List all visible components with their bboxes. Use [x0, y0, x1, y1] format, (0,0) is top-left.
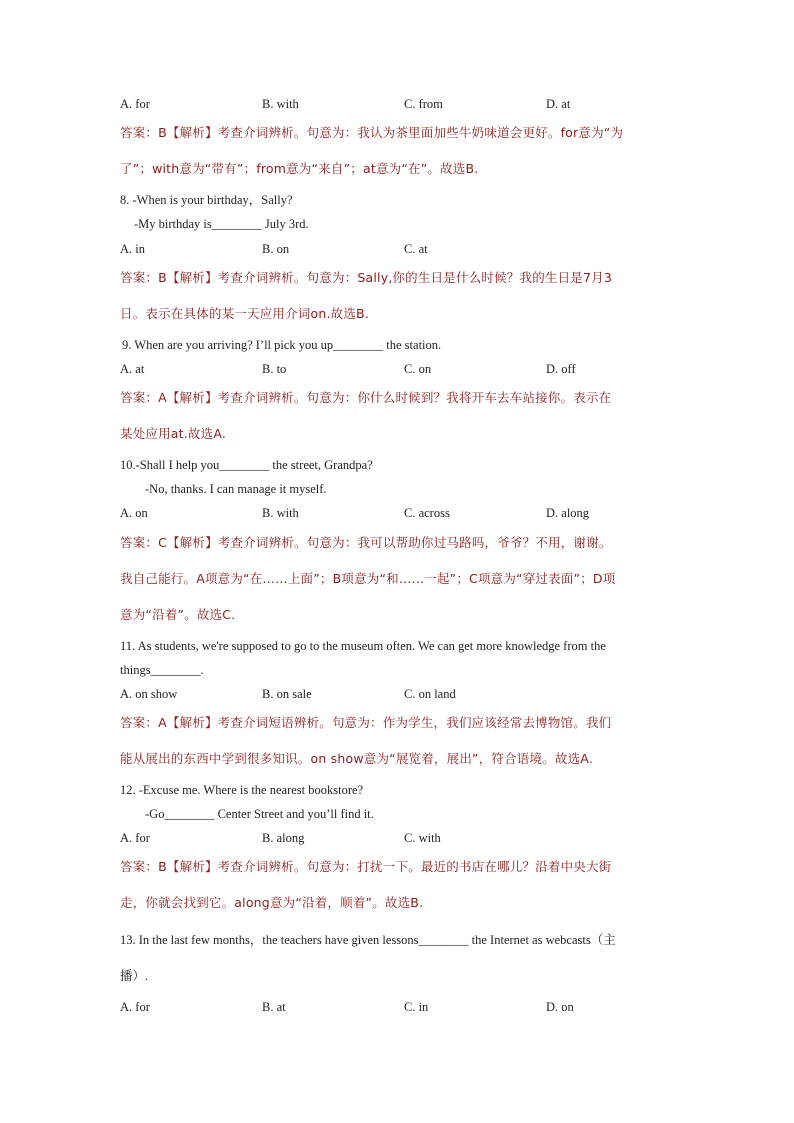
q7-option-c: C. from	[404, 97, 443, 111]
q13-option-a: A. for	[120, 1000, 150, 1014]
q11-answer-line-1: 答案：A【解析】考查介词短语辨析。句意为：作为学生，我们应该经常去博物馆。我们	[120, 715, 612, 730]
q8-option-b: B. on	[262, 242, 290, 256]
q10-question: 10.-Shall I help you________ the street, Grandpa?	[120, 458, 373, 472]
q9-answer-line-2: 某处应用at.故选A.	[120, 426, 227, 441]
q12-answer-line-1: 答案：B【解析】考查介词辨析。句意为：打扰一下。最近的书店在哪儿？沿着中央大街	[120, 859, 612, 874]
q7-option-b: B. with	[262, 97, 299, 111]
q12-option-b: B. along	[262, 831, 305, 845]
q10-option-d: D. along	[546, 506, 590, 520]
q12-option-c: C. with	[404, 831, 441, 845]
q13-option-d: D. on	[546, 1000, 574, 1014]
q8-answer-line-2: 日。表示在具体的某一天应用介词on.故选B.	[120, 306, 369, 321]
q9-option-d: D. off	[546, 362, 576, 376]
q10-response: -No, thanks. I can manage it myself.	[145, 482, 327, 496]
q10-answer-line-1: 答案：C【解析】考查介词辨析。句意为：我可以帮助你过马路吗，爷爷？不用，谢谢。	[120, 535, 612, 550]
q11-question-line-2: things________.	[120, 663, 204, 677]
q9-option-a: A. at	[120, 362, 145, 376]
q13-option-b: B. at	[262, 1000, 286, 1014]
q12-answer-line-2: 走，你就会找到它。along意为“沿着，顺着”。故选B.	[120, 895, 424, 910]
q11-question-line-1: 11. As students, we're supposed to go to the museum often. We can get more knowledge from the	[120, 639, 606, 653]
q12-option-a: A. for	[120, 831, 150, 845]
q10-option-b: B. with	[262, 506, 299, 520]
q7-answer-line-1: 答案：B【解析】考查介词辨析。句意为：我认为茶里面加些牛奶味道会更好。for意为“为	[120, 125, 624, 140]
q7-option-a: A. for	[120, 97, 150, 111]
q11-option-a: A. on show	[120, 687, 178, 701]
q8-answer-line-1: 答案：B【解析】考查介词辨析。句意为：Sally,你的生日是什么时候？我的生日是7月3	[120, 270, 612, 285]
q9-option-c: C. on	[404, 362, 432, 376]
q10-option-a: A. on	[120, 506, 148, 520]
q8-response: -My birthday is________ July 3rd.	[134, 217, 309, 231]
q13-question-line-2: 播）.	[120, 969, 149, 983]
q7-option-d: D. at	[546, 97, 571, 111]
q12-question: 12. -Excuse me. Where is the nearest bookstore?	[120, 783, 364, 797]
q11-option-b: B. on sale	[262, 687, 312, 701]
q13-option-c: C. in	[404, 1000, 429, 1014]
q7-answer-line-2: 了”；with意为“带有”；from意为“来自”；at意为“在”。故选B.	[120, 161, 479, 176]
q8-option-a: A. in	[120, 242, 145, 256]
q8-option-c: C. at	[404, 242, 428, 256]
q10-answer-line-3: 意为“沿着”。故选C.	[120, 607, 236, 622]
q12-response: -Go________ Center Street and you’ll find it.	[145, 807, 374, 821]
q13-question-line-1: 13. In the last few months，the teachers have given lessons________ the Internet as webcasts（主	[120, 933, 616, 947]
q9-question: 9. When are you arriving? I’ll pick you up________ the station.	[122, 338, 442, 352]
q11-answer-line-2: 能从展出的东西中学到很多知识。on show意为“展览着，展出”，符合语境。故选A.	[120, 751, 594, 766]
q10-option-c: C. across	[404, 506, 450, 520]
q9-option-b: B. to	[262, 362, 287, 376]
q9-answer-line-1: 答案：A【解析】考查介词辨析。句意为：你什么时候到？我将开车去车站接你。表示在	[120, 390, 612, 405]
q11-option-c: C. on land	[404, 687, 456, 701]
q10-answer-line-2: 我自己能行。A项意为“在……上面”；B项意为“和……一起”；C项意为“穿过表面”；D项	[120, 571, 616, 586]
q8-question: 8. -When is your birthday，Sally?	[120, 193, 293, 207]
